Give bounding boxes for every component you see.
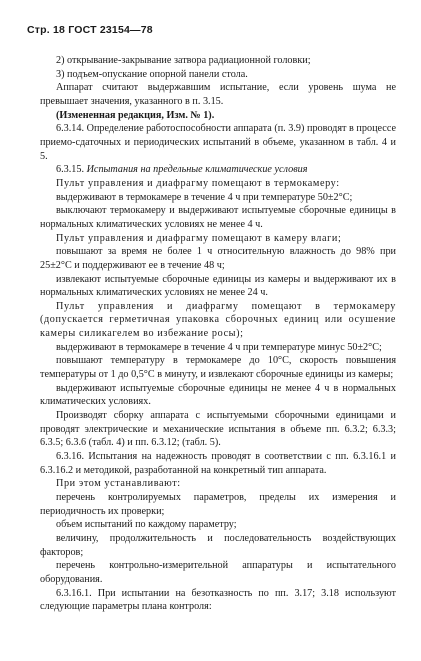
paragraph: выдерживают в термокамере в течение 4 ч при температуре минус 50±2°С; [56,341,382,353]
paragraph: При этом устанавливают: [56,478,181,490]
page-number: Стр. 18 [27,24,66,36]
paragraph: перечень контролируемых параметров, пределы их измерения и периодичность их проверки; [40,492,396,517]
paragraph: 6.3.16. Испытания на надежность проводят в соответствии с пп. 6.3.16.1 и 6.3.16.2 и методикой, разработанной на конкретный тип аппарата. [40,451,396,476]
section-title: Испытания на предельные климатические условия [86,164,308,176]
section-heading [40,163,396,177]
standard-code: ГОСТ 23154—78 [68,24,153,36]
page-header [27,24,153,36]
paragraph: 6.3.14. Определение работоспособности аппарата (п. 3.9) проводят в процессе приемо-сдаточных и периодических испытаний в объеме, указанном в табл. 4 и 5. [40,123,396,162]
paragraph: Пульт управления и диафрагму помещают в термокамеру (допускается герметичная упаковка сборочных единиц или осушение камеры силикагелем во избежание росы); [40,300,396,340]
paragraph: выдерживают испытуемые сборочные единицы не менее 4 ч в нормальных климатических условиях. [40,382,396,408]
paragraph: объем испытаний по каждому параметру; [56,519,237,531]
paragraph: Пульт управления и диафрагму помещают в камеру влаги; [56,232,342,244]
paragraph: извлекают испытуемые сборочные единицы из камеры и выдерживают их в нормальных климатических условиях не менее 24 ч. [40,273,396,299]
paragraph: 6.3.16.1. При испытании на безотказность по пп. 3.17; 3.18 используют следующие параметры плана контроля: [40,587,396,613]
paragraph: 3) подъем-опускание опорной панели стола. [56,68,248,80]
paragraph: 2) открывание-закрывание затвора радиационной головки; [56,55,311,66]
section-number: 6.3.15. [56,164,85,176]
page-body [40,54,396,614]
paragraph: повышают температуру в термокамере до 10°С, скорость повышения температуры от 1 до 0,5°С в минуту, и извлекают сборочные единицы из камеры; [40,355,396,381]
paragraph: Пульт управления и диафрагму помещают в термокамеру: [56,177,340,189]
amendment-note: (Измененная редакция, Изм. № 1). [56,109,215,121]
paragraph: Аппарат считают выдержавшим испытание, если уровень шума не превышает значения, указанного в п. 3.15. [40,82,396,107]
paragraph: выдерживают в термокамере в течение 4 ч при температуре 50±2°С; [56,191,353,203]
paragraph: перечень контрольно-измерительной аппаратуры и испытательного оборудования. [40,560,396,585]
paragraph: величину, продолжительность и последовательность воздействующих факторов; [40,532,396,558]
paragraph: повышают за время не более 1 ч относительную влажность до 98% при 25±2°С и поддерживают ее в течение 48 ч; [40,246,396,271]
paragraph: Производят сборку аппарата с испытуемыми сборочными единицами и проводят электрические и механические испытания в объеме пп. 6.3.2; 6.3.3; 6.3.5; 6.3.6 (табл. 4) и пп. 6.3.12; (табл. 5). [40,410,396,449]
paragraph: выключают термокамеру и выдерживают испытуемые сборочные единицы в нормальных климатических условиях не менее 4 ч. [40,205,396,230]
